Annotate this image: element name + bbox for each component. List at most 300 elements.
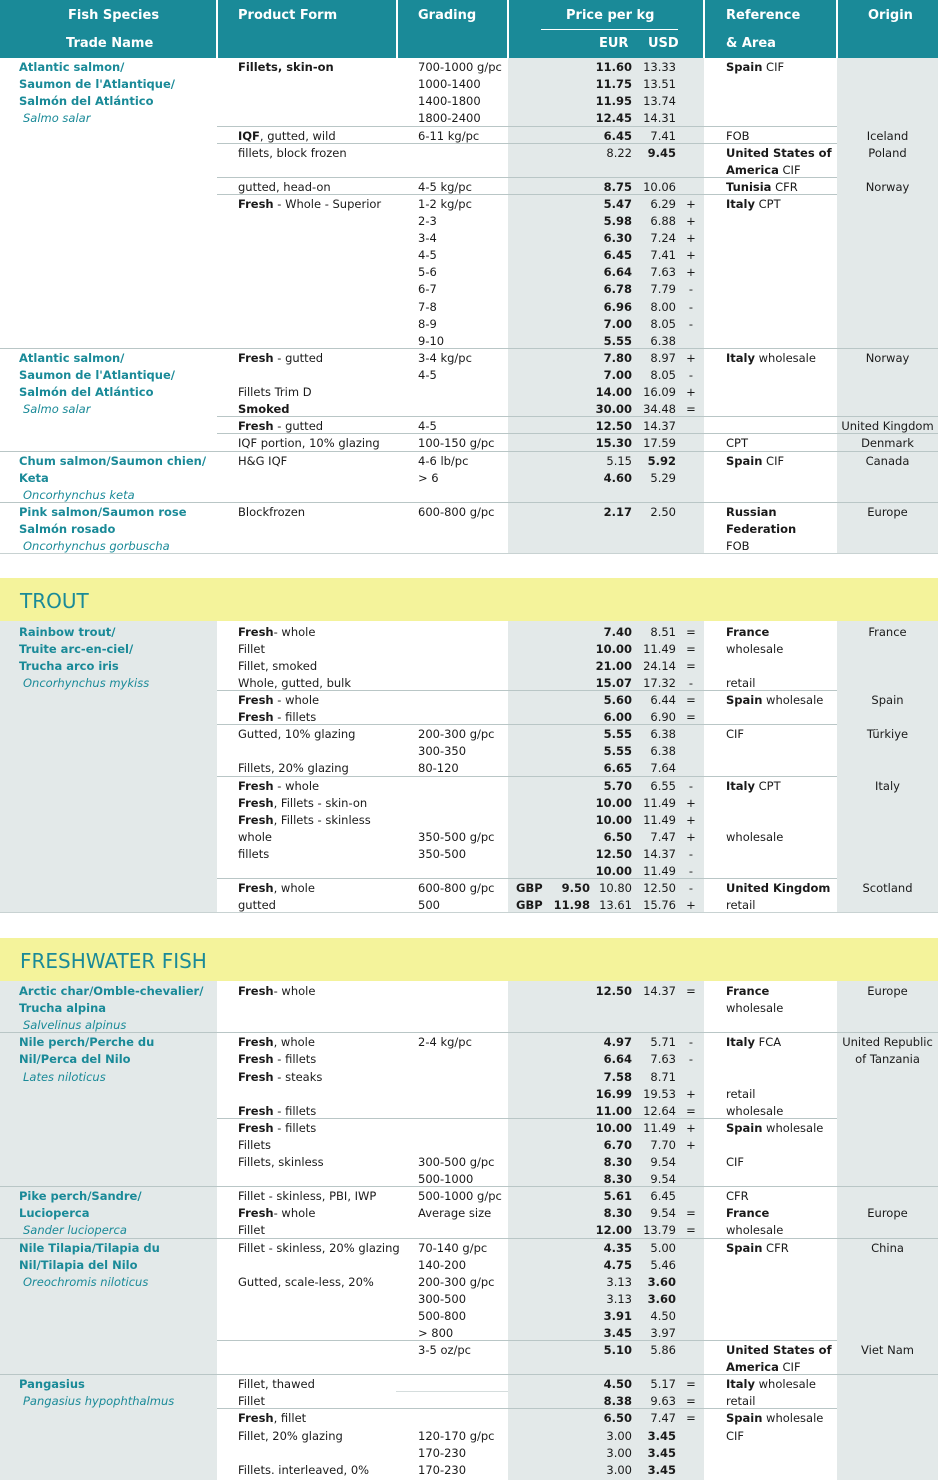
reference-area — [726, 880, 836, 897]
price-trend: - — [688, 282, 694, 296]
grading: > 800 — [418, 1326, 454, 1340]
price-eur: 6.78 — [603, 282, 632, 296]
price-usd: 3.60 — [647, 1292, 676, 1306]
price-eur: 5.70 — [603, 779, 632, 793]
species-name: Arctic char/Omble-chevalier/ — [19, 984, 204, 998]
price-usd: 11.49 — [643, 1121, 676, 1135]
product-form — [238, 692, 396, 709]
grading: 600-800 g/pc — [418, 881, 495, 895]
price-trend: - — [688, 864, 694, 878]
species-name: Salmón del Atlántico — [19, 94, 154, 108]
grading: 170-230 — [418, 1463, 467, 1477]
price-eur: 15.07 — [595, 676, 632, 690]
reference-area — [726, 1034, 836, 1051]
grading: 100-150 g/pc — [418, 436, 495, 450]
grading: 3-5 oz/pc — [418, 1343, 472, 1357]
reference-market: Italy — [726, 1377, 755, 1391]
product-form-detail: Fillets, 20% glazing — [238, 761, 349, 775]
species-name: Atlantic salmon/ — [19, 60, 125, 74]
species-name: Chum salmon/Saumon chien/ — [19, 454, 207, 468]
product-form-detail: Fillet - skinless, PBI, IWP — [238, 1189, 377, 1203]
grading: 4-5 — [418, 368, 437, 382]
header-origin: Origin — [868, 8, 913, 23]
origin: Scotland — [862, 881, 913, 895]
product-form-detail: Gutted, 10% glazing — [238, 727, 356, 741]
reference-area — [726, 1342, 836, 1359]
price-usd: 12.64 — [643, 1104, 676, 1118]
price-usd: 8.05 — [650, 368, 676, 382]
scientific-name: Pangasius hypophthalmus — [23, 1394, 175, 1408]
currency-code: GBP — [516, 898, 543, 912]
row-divider — [217, 194, 837, 195]
product-form-detail: Fillet — [238, 1223, 265, 1237]
grading: 500 — [418, 898, 440, 912]
price-eur: 15.30 — [595, 436, 632, 450]
reference-area — [726, 350, 836, 367]
price-usd: 7.47 — [650, 830, 676, 844]
reference-terms: retail — [726, 1087, 756, 1101]
price-usd: 3.45 — [647, 1463, 676, 1477]
price-eur: 5.61 — [603, 1189, 632, 1203]
reference-terms: FCA — [754, 1035, 782, 1049]
row-divider — [0, 348, 938, 349]
price-eur: 7.00 — [603, 368, 632, 382]
price-usd: 9.54 — [650, 1172, 676, 1186]
product-form-emphasis: Fresh — [238, 197, 274, 211]
price-eur: 7.40 — [603, 625, 632, 639]
header-area: & Area — [726, 36, 776, 51]
grading: 350-500 g/pc — [418, 830, 495, 844]
reference-area — [726, 778, 836, 795]
price-usd: 17.32 — [643, 676, 676, 690]
price-gbp: 11.98 — [553, 898, 590, 912]
price-usd: 8.00 — [650, 300, 676, 314]
row-divider — [217, 177, 837, 178]
reference-market: Italy — [726, 351, 755, 365]
price-usd: 5.17 — [650, 1377, 676, 1391]
reference-terms: CIF — [726, 1155, 745, 1169]
product-form-emphasis: Fresh — [238, 779, 274, 793]
price-usd: 3.45 — [647, 1446, 676, 1460]
product-form — [238, 1069, 396, 1086]
price-eur: 3.45 — [603, 1326, 632, 1340]
reference-terms: CIF — [726, 727, 745, 741]
product-form — [238, 1410, 396, 1427]
price-usd: 13.74 — [643, 94, 676, 108]
price-eur: 5.60 — [603, 693, 632, 707]
price-usd: 2.50 — [650, 505, 676, 519]
freshwater-section-band — [0, 938, 938, 981]
price-eur: 4.75 — [603, 1258, 632, 1272]
price-eur: 12.50 — [595, 984, 632, 998]
price-usd: 14.37 — [643, 419, 676, 433]
reference-area — [726, 145, 836, 162]
reference-area — [726, 624, 836, 641]
price-usd: 9.45 — [647, 146, 676, 160]
price-usd: 7.41 — [650, 248, 676, 262]
reference-area — [726, 1376, 836, 1393]
price-eur: 7.58 — [603, 1070, 632, 1084]
price-usd: 15.76 — [643, 898, 676, 912]
product-form-detail: IQF portion, 10% glazing — [238, 436, 380, 450]
price-trend: + — [686, 1087, 696, 1101]
product-form-detail: gutted — [238, 898, 276, 912]
product-form-detail: gutted, head-on — [238, 180, 331, 194]
product-form — [238, 1428, 396, 1445]
price-trend: = — [686, 693, 696, 707]
price-eur: 12.00 — [595, 1223, 632, 1237]
price-usd: 8.71 — [650, 1070, 676, 1084]
reference-area — [726, 1205, 836, 1222]
product-form-detail: Fillet, smoked — [238, 659, 318, 673]
grading: 300-500 g/pc — [418, 1155, 495, 1169]
product-form-emphasis: Smoked — [238, 402, 290, 416]
price-eur: 12.50 — [595, 847, 632, 861]
origin: Türkiye — [866, 727, 909, 741]
price-usd: 5.46 — [650, 1258, 676, 1272]
origin: Poland — [868, 146, 907, 160]
price-usd: 6.38 — [650, 334, 676, 348]
price-eur: 6.64 — [603, 1052, 632, 1066]
header-eur: EUR — [599, 36, 629, 51]
price-eur: 7.00 — [603, 317, 632, 331]
price-usd: 6.44 — [650, 693, 676, 707]
product-form-emphasis: Fresh — [238, 1035, 274, 1049]
product-form — [238, 504, 396, 521]
product-form — [238, 1034, 396, 1051]
reference-terms: CFR — [771, 180, 798, 194]
price-usd: 6.45 — [650, 1189, 676, 1203]
price-usd: 9.54 — [650, 1206, 676, 1220]
product-form — [238, 880, 396, 897]
reference-market: Spain — [726, 1241, 763, 1255]
species-name: Rainbow trout/ — [19, 625, 116, 639]
price-trend: + — [686, 214, 696, 228]
product-form — [238, 829, 396, 846]
product-form-emphasis: Fresh — [238, 1206, 274, 1220]
product-form-detail: - Whole - Superior — [273, 197, 382, 211]
price-trend: - — [688, 779, 694, 793]
price-eur: 3.91 — [603, 1309, 632, 1323]
product-form — [238, 846, 396, 863]
reference-terms: wholesale — [762, 1121, 824, 1135]
reference-market: Federation — [726, 522, 797, 536]
grading: 3-4 kg/pc — [418, 351, 472, 365]
species-name: Atlantic salmon/ — [19, 351, 125, 365]
reference-area — [726, 1120, 836, 1137]
product-form-detail: Blockfrozen — [238, 505, 306, 519]
price-eur: 13.61 — [599, 898, 632, 912]
species-name: Saumon de l'Atlantique/ — [19, 77, 175, 91]
scientific-name: Salvelinus alpinus — [23, 1018, 127, 1032]
product-form-detail: fillets — [238, 847, 270, 861]
price-trend: - — [688, 1052, 694, 1066]
product-form — [238, 778, 396, 795]
reference-market: Spain — [726, 1411, 763, 1425]
price-eur: 6.50 — [603, 1411, 632, 1425]
price-eur: 11.75 — [595, 77, 632, 91]
product-form — [238, 1051, 396, 1068]
reference-terms: wholesale — [726, 830, 784, 844]
product-form — [238, 435, 396, 452]
section-title-freshwater: FRESHWATER FISH — [20, 949, 207, 973]
price-usd: 5.92 — [647, 454, 676, 468]
grading: 4-5 — [418, 248, 437, 262]
price-eur: 4.50 — [603, 1377, 632, 1391]
species-name: Pike perch/Sandre/ — [19, 1189, 142, 1203]
grading: 500-1000 g/pc — [418, 1189, 502, 1203]
product-form — [238, 1137, 396, 1154]
grading: 1400-1800 — [418, 94, 481, 108]
product-form-emphasis: Fresh — [238, 710, 274, 724]
price-usd: 7.47 — [650, 1411, 676, 1425]
product-form-emphasis: Fresh — [238, 796, 274, 810]
price-usd: 7.64 — [650, 761, 676, 775]
price-eur: 10.00 — [595, 1121, 632, 1135]
origin: France — [868, 625, 907, 639]
reference-market: United States of — [726, 146, 832, 160]
reference-market: Spain — [726, 454, 763, 468]
product-form-emphasis: Fresh — [238, 693, 274, 707]
grading: 5-6 — [418, 265, 437, 279]
price-usd: 7.79 — [650, 282, 676, 296]
reference-area — [726, 196, 836, 213]
row-divider — [0, 1238, 938, 1239]
price-usd: 5.71 — [650, 1035, 676, 1049]
origin: of Tanzania — [855, 1052, 920, 1066]
origin-column-shade — [837, 620, 938, 912]
row-divider — [217, 1408, 837, 1409]
reference-area — [726, 59, 836, 76]
product-form-emphasis: Fillets, skin-on — [238, 60, 334, 74]
reference-area — [726, 1000, 836, 1017]
price-trend: = — [686, 710, 696, 724]
grading: 2-4 kg/pc — [418, 1035, 472, 1049]
row-divider — [217, 433, 837, 434]
price-trend: + — [686, 813, 696, 827]
product-form-detail: , whole — [273, 881, 315, 895]
reference-terms: wholesale — [726, 642, 784, 656]
reference-terms: FOB — [726, 129, 750, 143]
product-form-emphasis: Fresh — [238, 625, 274, 639]
reference-area — [726, 1154, 836, 1171]
species-name: Trucha arco iris — [19, 659, 119, 673]
price-usd: 7.41 — [650, 129, 676, 143]
reference-terms: FOB — [726, 539, 750, 553]
product-form — [238, 897, 396, 914]
reference-market: United Kingdom — [726, 881, 831, 895]
price-eur: 8.75 — [603, 180, 632, 194]
reference-terms: wholesale — [754, 351, 816, 365]
price-trend: + — [686, 265, 696, 279]
reference-area — [726, 435, 836, 452]
product-form — [238, 624, 396, 641]
price-eur: 3.00 — [606, 1463, 632, 1477]
price-trend: = — [686, 1377, 696, 1391]
reference-market: America — [726, 163, 779, 177]
price-eur: 21.00 — [595, 659, 632, 673]
species-name: Trucha alpina — [19, 1001, 107, 1015]
reference-terms: wholesale — [762, 693, 824, 707]
scientific-name: Salmo salar — [23, 111, 91, 125]
product-form-emphasis: Fresh — [238, 1104, 274, 1118]
price-eur: 4.97 — [603, 1035, 632, 1049]
reference-market: France — [726, 625, 770, 639]
species-name: Nil/Tilapia del Nilo — [19, 1258, 138, 1272]
price-trend: + — [686, 1138, 696, 1152]
product-form-emphasis: Fresh — [238, 984, 274, 998]
product-form-detail: - fillets — [273, 1104, 317, 1118]
reference-terms: wholesale — [726, 1223, 784, 1237]
product-form — [238, 795, 396, 812]
reference-area — [726, 983, 836, 1000]
price-eur: 8.30 — [603, 1155, 632, 1169]
scientific-name: Salmo salar — [23, 402, 91, 416]
price-usd: 11.49 — [643, 642, 676, 656]
reference-area — [726, 1428, 836, 1445]
scientific-name: Oreochromis niloticus — [23, 1275, 149, 1289]
price-trend: = — [686, 642, 696, 656]
reference-market: America — [726, 1360, 779, 1374]
species-name: Nile perch/Perche du — [19, 1035, 155, 1049]
product-form-detail: Fillets — [238, 1138, 271, 1152]
reference-terms: retail — [726, 1394, 756, 1408]
price-usd: 13.51 — [643, 77, 676, 91]
price-eur: 8.30 — [603, 1172, 632, 1186]
price-trend: + — [686, 231, 696, 245]
price-eur: 6.96 — [603, 300, 632, 314]
price-trend: = — [686, 1394, 696, 1408]
origin: Canada — [865, 454, 910, 468]
reference-market: Italy — [726, 1035, 755, 1049]
price-trend: + — [686, 385, 696, 399]
reference-terms: wholesale — [754, 1377, 816, 1391]
price-usd: 5.29 — [650, 471, 676, 485]
product-form — [238, 1120, 396, 1137]
price-trend: = — [686, 1206, 696, 1220]
product-form — [238, 983, 396, 1000]
reference-area — [726, 521, 836, 538]
species-name: Pink salmon/Saumon rose — [19, 505, 187, 519]
row-divider — [217, 143, 837, 144]
product-form-detail: , gutted, wild — [259, 129, 336, 143]
row-divider — [837, 433, 938, 434]
price-eur: 2.17 — [603, 505, 632, 519]
product-form — [238, 1240, 400, 1257]
price-eur: 6.00 — [603, 710, 632, 724]
price-usd: 8.51 — [650, 625, 676, 639]
grading: 1000-1400 — [418, 77, 481, 91]
reference-terms: CIF — [778, 1360, 801, 1374]
grading: 4-5 — [418, 419, 437, 433]
price-usd: 17.59 — [643, 436, 676, 450]
reference-market: Italy — [726, 197, 755, 211]
scientific-name: Oncorhynchus mykiss — [23, 676, 150, 690]
product-form — [238, 1376, 396, 1393]
grading: 2-3 — [418, 214, 437, 228]
price-trend: + — [686, 830, 696, 844]
grading: > 6 — [418, 471, 439, 485]
price-usd: 6.90 — [650, 710, 676, 724]
price-usd: 7.63 — [650, 1052, 676, 1066]
price-eur: 6.30 — [603, 231, 632, 245]
species-name: Pangasius — [19, 1377, 85, 1391]
header-product-form: Product Form — [238, 8, 338, 23]
product-form-emphasis: Fresh — [238, 419, 274, 433]
row-divider — [837, 416, 938, 417]
price-trend: = — [686, 1223, 696, 1237]
section-title-trout: TROUT — [20, 589, 89, 613]
price-usd: 11.49 — [643, 813, 676, 827]
product-form-detail: , whole — [273, 1035, 315, 1049]
reference-market: France — [726, 1206, 770, 1220]
product-form-detail: Fillet, 20% glazing — [238, 1429, 343, 1443]
reference-terms: CPT — [754, 779, 781, 793]
reference-terms: CPT — [754, 197, 781, 211]
price-eur: 11.95 — [595, 94, 632, 108]
row-divider — [217, 126, 837, 127]
price-eur: 10.00 — [595, 813, 632, 827]
header-price-per-kg: Price per kg — [566, 8, 655, 23]
product-form-detail: - whole — [273, 779, 320, 793]
price-usd: 6.38 — [650, 744, 676, 758]
species-name: Saumon de l'Atlantique/ — [19, 368, 175, 382]
product-form-detail: - steaks — [273, 1070, 323, 1084]
product-form — [238, 1274, 396, 1291]
price-eur: 3.00 — [606, 1429, 632, 1443]
grading: 120-170 g/pc — [418, 1429, 495, 1443]
product-form-detail: Gutted, scale-less, 20% — [238, 1275, 374, 1289]
price-usd: 6.38 — [650, 727, 676, 741]
product-form-emphasis: Fresh — [238, 351, 274, 365]
grading: 600-800 g/pc — [418, 505, 495, 519]
price-trend: + — [686, 796, 696, 810]
reference-terms: CFR — [726, 1189, 749, 1203]
price-eur: 5.55 — [603, 727, 632, 741]
grading: 4-6 lb/pc — [418, 454, 469, 468]
row-divider — [217, 1118, 837, 1119]
header-reference: Reference — [726, 8, 801, 23]
grading: 170-230 — [418, 1446, 467, 1460]
price-trend: = — [686, 659, 696, 673]
product-form-detail: Fillet, thawed — [238, 1377, 315, 1391]
origin: Norway — [865, 351, 910, 365]
scientific-name: Oncorhynchus gorbuscha — [23, 539, 170, 553]
grading: 8-9 — [418, 317, 437, 331]
price-eur: 5.47 — [603, 197, 632, 211]
reference-terms: retail — [726, 676, 756, 690]
grading: 300-350 — [418, 744, 467, 758]
origin: Europe — [867, 1206, 908, 1220]
product-form-emphasis: Fresh — [238, 1411, 274, 1425]
price-eur: 6.70 — [603, 1138, 632, 1152]
reference-area — [726, 692, 836, 709]
grading: Average size — [418, 1206, 492, 1220]
header-trade-name: Trade Name — [66, 36, 154, 51]
price-usd: 8.97 — [650, 351, 676, 365]
price-gbp: 9.50 — [561, 881, 590, 895]
price-eur: 30.00 — [595, 402, 632, 416]
price-trend: - — [688, 676, 694, 690]
product-form-detail: whole — [238, 830, 273, 844]
price-trend: = — [686, 625, 696, 639]
price-trend: + — [686, 248, 696, 262]
product-form-detail: H&G IQF — [238, 454, 288, 468]
grading: 200-300 g/pc — [418, 727, 495, 741]
product-form-detail: Fillets Trim D — [238, 385, 312, 399]
row-divider — [0, 1186, 938, 1187]
product-form — [238, 1188, 396, 1205]
